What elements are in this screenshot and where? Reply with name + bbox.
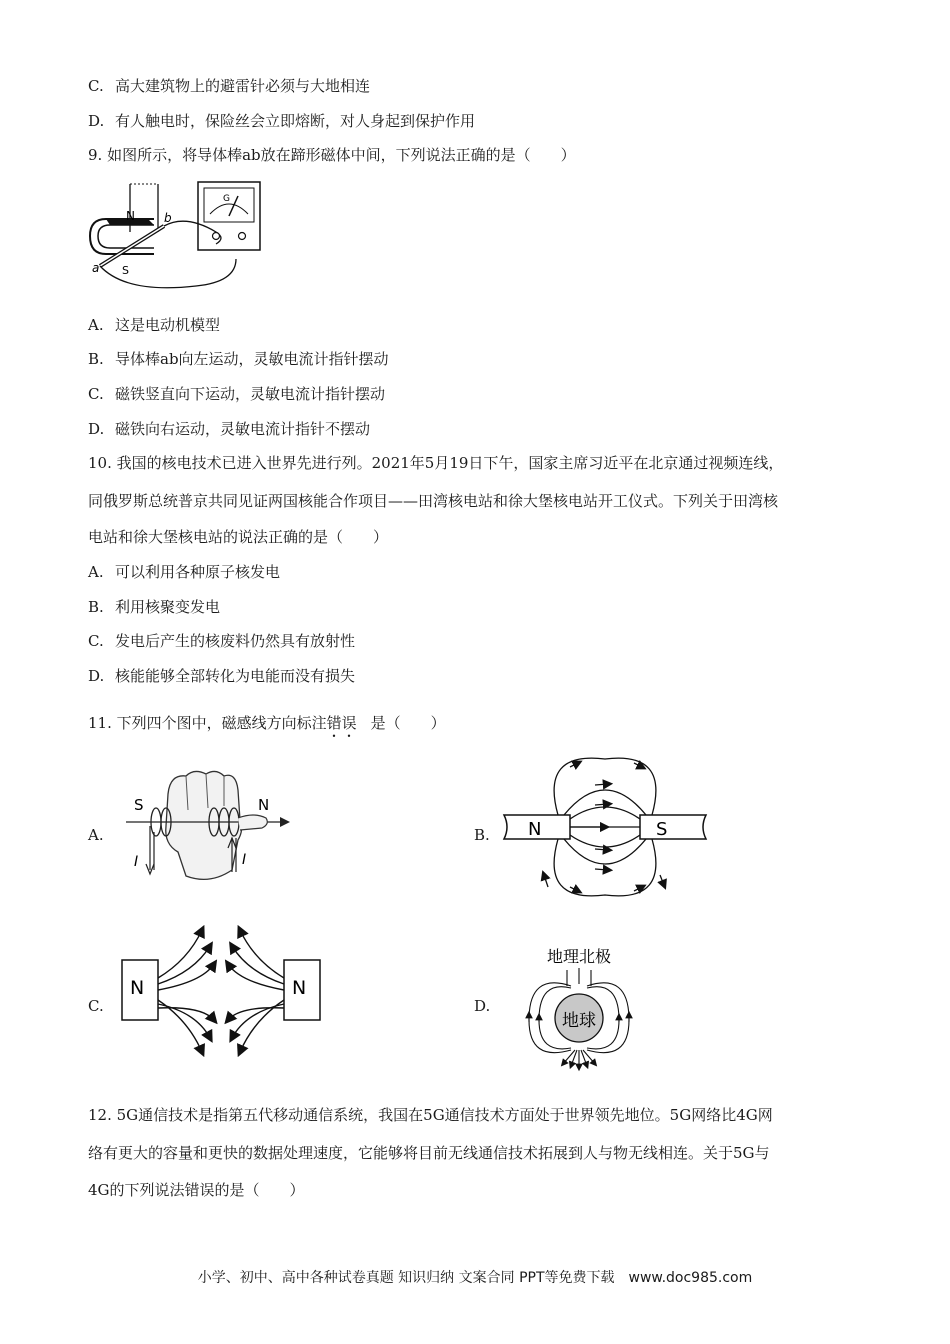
q12-stem-line-2: 络有更大的容量和更快的数据处理速度，它能够将目前无线通信技术拓展到人与物无线相连。关于5G与: [88, 1144, 770, 1162]
q8-option-d: D. 有人触电时，保险丝会立即熔断，对人身起到保护作用: [88, 112, 476, 130]
q9-option-d: D. 磁铁向右运动，灵敏电流计指针不摆动: [88, 420, 371, 438]
q9-label-s: S: [122, 264, 129, 277]
q10-stem-line-1: 10. 我国的核电技术已进入世界先进行列。2021年5月19日下午，国家主席习近平在北京通过视频连线，: [88, 454, 784, 472]
q11-fig-c-label: C.: [88, 997, 104, 1015]
q11-fig-a-i2: I: [242, 852, 247, 868]
q11-fig-a-i1: I: [134, 854, 139, 870]
q9-label-n: N: [126, 209, 135, 223]
q11-fig-b-s: S: [656, 819, 668, 840]
q10-stem-line-2: 同俄罗斯总统普京共同见证两国核能合作项目——田湾核电站和徐大堡核电站开工仪式。下列关于田湾核: [88, 492, 779, 510]
q11-fig-b: [500, 755, 710, 900]
q9-label-g: G: [223, 194, 230, 204]
q11-fig-b-n: N: [528, 819, 542, 840]
q11-fig-d: [515, 942, 645, 1072]
q11-fig-a-s: S: [134, 796, 144, 814]
q9-figure: [86, 174, 266, 304]
q9-stem: 9. 如图所示，将导体棒ab放在蹄形磁体中间，下列说法正确的是（ ）: [88, 146, 576, 164]
q11-fig-d-earth: 地球: [562, 1011, 596, 1031]
q11-fig-c-n1: N: [130, 977, 145, 999]
q11-fig-a-label: A.: [88, 826, 104, 844]
q11-fig-a: [120, 760, 300, 890]
q10-stem-line-3: 电站和徐大堡核电站的说法正确的是（ ）: [88, 528, 389, 546]
q11-fig-a-n: N: [258, 796, 270, 814]
q11-emphasis: 错误: [326, 714, 357, 732]
q11-stem: 11. 下列四个图中，磁感线方向标注错误 是（ ）: [88, 714, 446, 732]
q11-fig-c-n2: N: [292, 977, 307, 999]
q8-option-c: C. 高大建筑物上的避雷针必须与大地相连: [88, 77, 371, 95]
q12-stem-line-1: 12. 5G通信技术是指第五代移动通信系统，我国在5G通信技术方面处于世界领先地位。5G网络比4G网: [88, 1106, 773, 1124]
q9-option-a: A. 这是电动机模型: [88, 316, 221, 334]
q9-option-c: C. 磁铁竖直向下运动，灵敏电流计指针摆动: [88, 385, 386, 403]
q9-label-a: a: [92, 261, 100, 275]
q11-fig-d-title: 地理北极: [546, 947, 612, 966]
page-footer: 小学、初中、高中各种试卷真题 知识归纳 文案合同 PPT等免费下载 www.doc985.com: [197, 1270, 753, 1286]
q11-fig-d-label: D.: [474, 997, 491, 1015]
q10-option-d: D. 核能能够全部转化为电能而没有损失: [88, 667, 356, 685]
q10-option-c: C. 发电后产生的核废料仍然具有放射性: [88, 632, 356, 650]
q10-option-b: B. 利用核聚变发电: [88, 598, 221, 616]
q11-fig-c: [118, 920, 328, 1065]
q10-option-a: A. 可以利用各种原子核发电: [88, 563, 281, 581]
q11-fig-b-label: B.: [474, 826, 490, 844]
q12-stem-line-3: 4G的下列说法错误的是（ ）: [88, 1181, 305, 1199]
q9-option-b: B. 导体棒ab向左运动，灵敏电流计指针摆动: [88, 350, 389, 368]
q9-label-b: b: [164, 211, 172, 225]
